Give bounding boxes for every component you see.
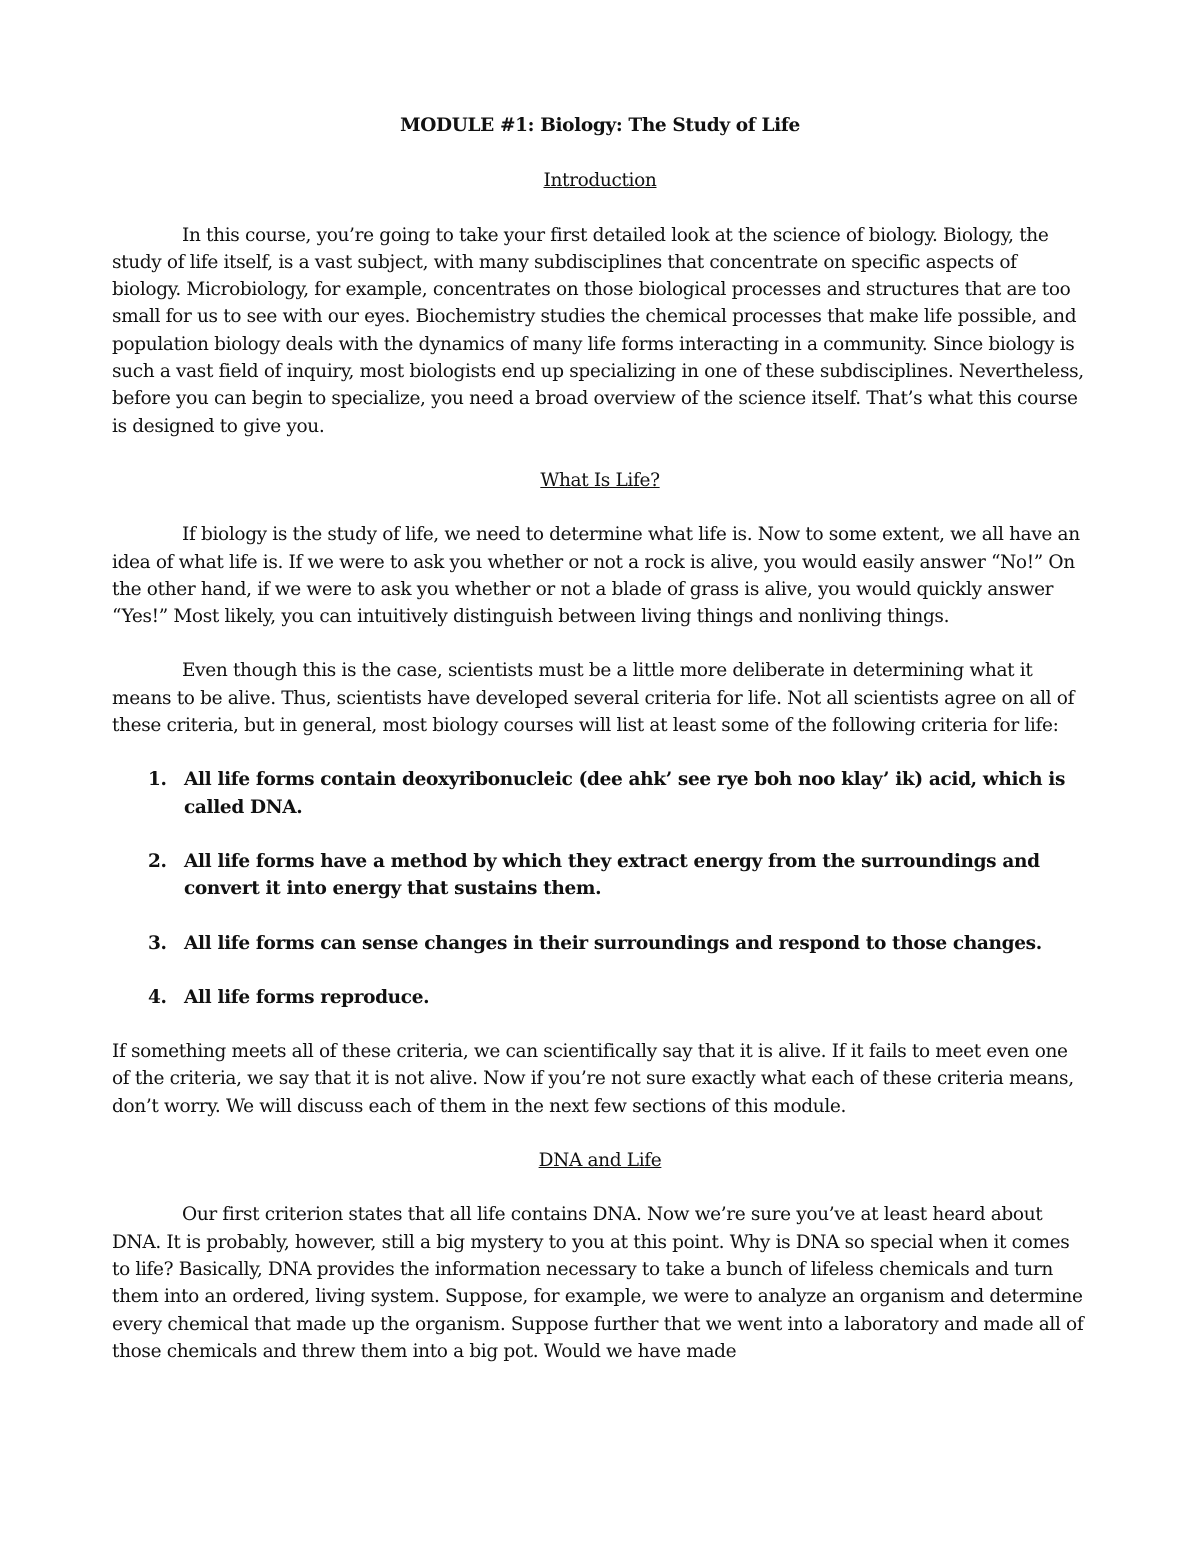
criteria-item [112,766,1088,821]
criteria-number: 3. [148,932,167,954]
criteria-item [112,984,1088,1011]
criteria-list [112,766,1088,1011]
section-heading-what-is-life: What Is Life? [540,469,660,491]
criteria-item [112,848,1088,903]
spacer [112,739,1088,766]
criteria-text: All life forms contain deoxyribonucleic (dee ahk’ see rye boh noo klay’ ik) acid, which is called DNA. [184,769,1066,818]
dna-and-life-paragraph: Our first criterion states that all life contains DNA. Now we’re sure you’ve at least heard about DNA. It is probably, however, still a big mystery to you at this point. Why is DNA so special when it comes to life? Basically, DNA provides the information necessary to take a bunch of lifeless chemicals and turn them into an ordered, living system. Suppose, for example, we were to analyze an organism and determine every chemical that made up the organism. Suppose further that we went into a laboratory and made all of those chemicals and threw them into a big pot. Would we have made [112,1204,1084,1362]
module-title: MODULE #1: Biology: The Study of Life [400,115,800,136]
criteria-number: 1. [148,769,167,791]
introduction-paragraph: In this course, you’re going to take your first detailed look at the science of biology. Biology, the study of life itself, is a vast subject, with many subdisciplines that concentrate on specific aspects of biology. Microbiology, for example, concentrates on those biological processes and structures that are too small for us to see with our eyes. Biochemistry studies the chemical processes that make life possible, and population biology deals with the dynamics of many life forms interacting in a community. Since biology is such a vast field of inquiry, most biologists end up specializing in one of these subdisciplines. Nevertheless, before you can begin to specialize, you need a broad overview of the science itself. That’s what this course is designed to give you. [112,224,1084,437]
spacer [112,139,1088,167]
spacer [112,630,1088,657]
section-heading-introduction: Introduction [543,170,657,192]
criteria-closing-paragraph: If something meets all of these criteria, we can scientifically say that it is alive. If it fails to meet even one of the criteria, we say that it is not alive. Now if you’re not sure exactly what each of these criteria means, don’t worry. We will discuss each of them in the next few sections of this module. [112,1041,1074,1117]
spacer [112,494,1088,521]
section-heading-dna-and-life: DNA and Life [538,1150,662,1172]
what-is-life-paragraph-2: Even though this is the case, scientists must be a little more deliberate in determining what it means to be alive. Thus, scientists have developed several criteria for life. Not all scientists agree on all of these criteria, but in general, most biology courses will list at least some of the following criteria for life: [112,660,1075,737]
spacer [112,195,1088,222]
criteria-text: All life forms reproduce. [184,986,430,1008]
page-content [112,112,1088,1365]
spacer [112,440,1088,467]
spacer [112,1120,1088,1147]
what-is-life-paragraph-1: If biology is the study of life, we need to determine what life is. Now to some extent, we all have an idea of what life is. If we were to ask you whether or not a rock is alive, you would easily answer “No!” On the other hand, if we were to ask you whether or not a blade of grass is alive, you would quickly answer “Yes!” Most likely, you can intuitively distinguish between living things and nonliving things. [112,524,1080,628]
criteria-text: All life forms have a method by which they extract energy from the surroundings and convert it into energy that sustains them. [184,850,1040,900]
criteria-number: 4. [148,986,167,1008]
criteria-item [112,930,1088,957]
criteria-text: All life forms can sense changes in their surroundings and respond to those changes. [184,932,1042,954]
criteria-number: 2. [148,850,167,872]
spacer [112,1174,1088,1201]
